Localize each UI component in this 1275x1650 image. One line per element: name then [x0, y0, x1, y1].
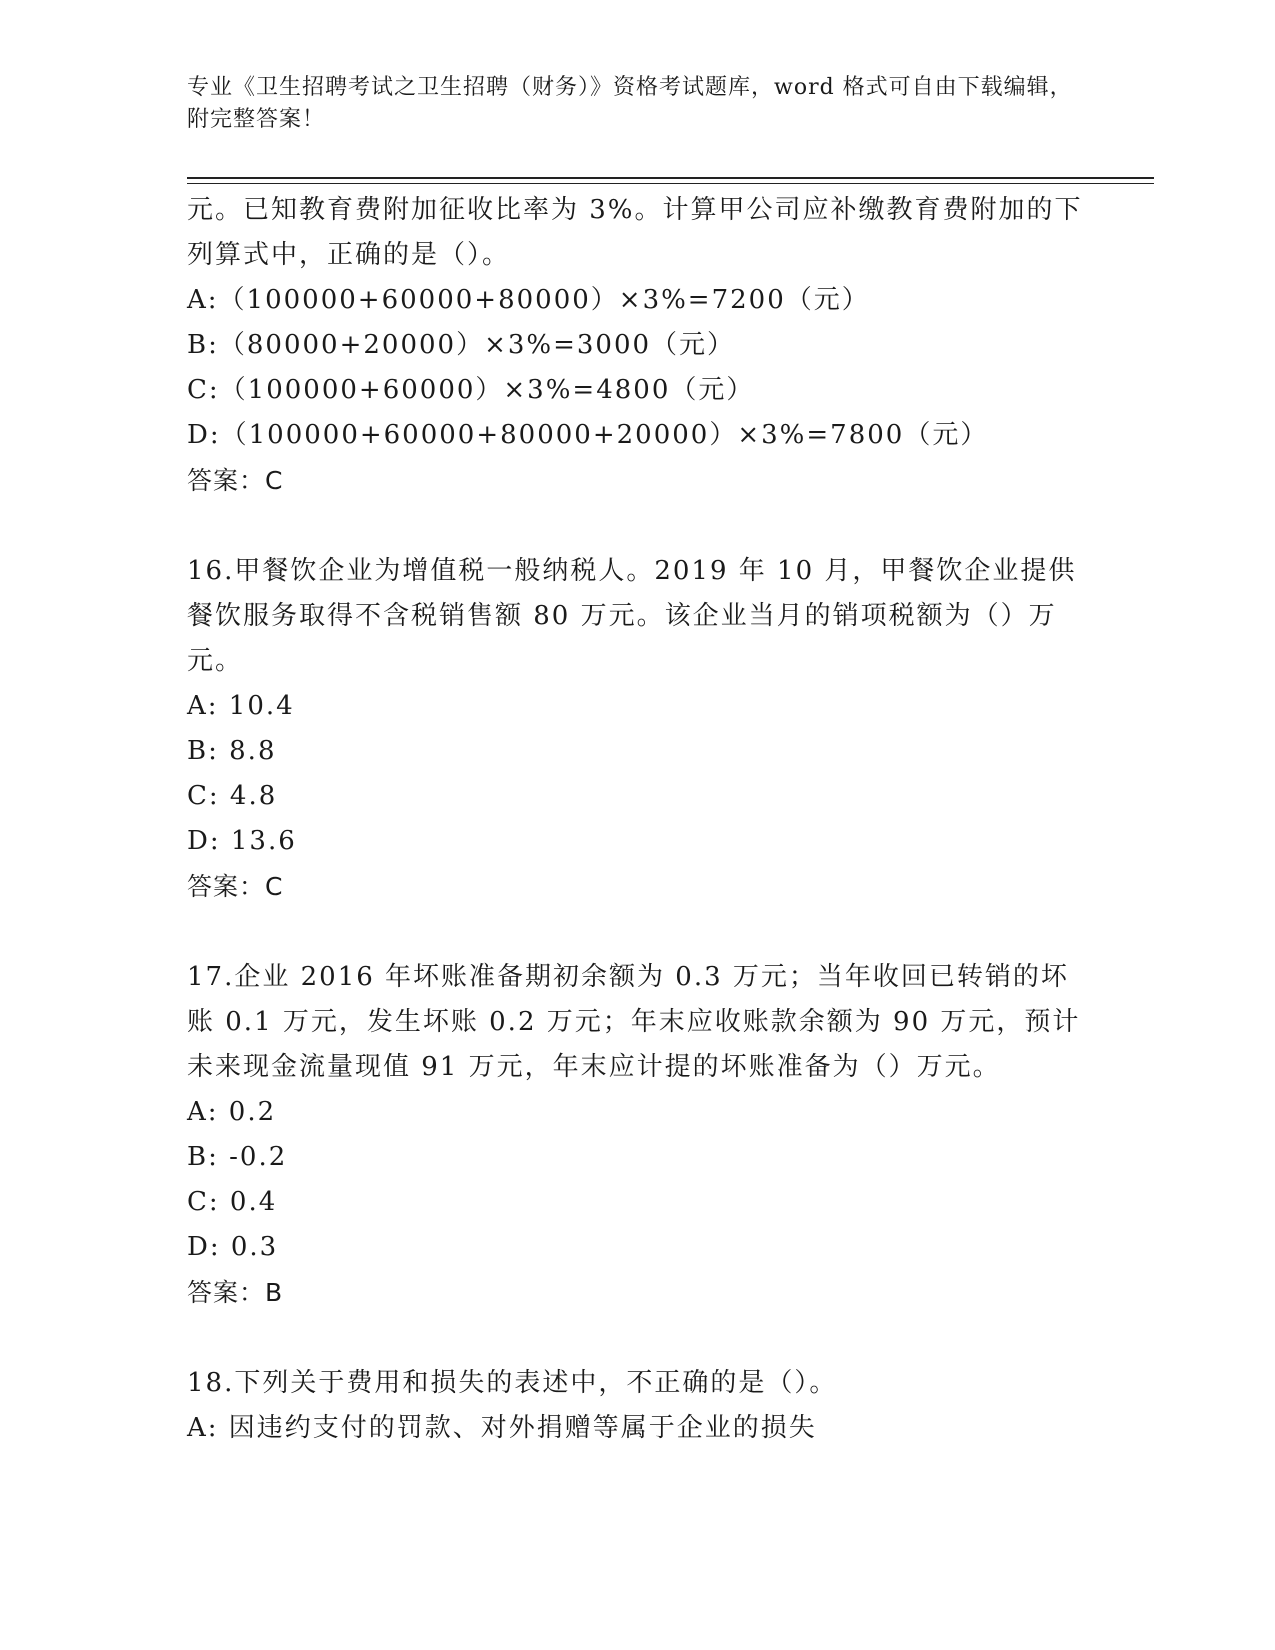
- option-a: A: 10.4: [187, 691, 295, 721]
- header-rule-thin: [187, 183, 1154, 184]
- question-stem: 18.下列关于费用和损失的表述中，不正确的是（）。: [187, 1368, 838, 1398]
- option-c: C:（100000+60000）×3%=4800（元）: [187, 375, 755, 405]
- answer-line: 答案：B: [187, 1278, 284, 1307]
- option-d: D: 13.6: [187, 826, 297, 856]
- question-stem: 元。已知教育费附加征收比率为 3%。计算甲公司应补缴教育费附加的下列算式中，正确的是（）。: [187, 195, 1083, 270]
- option-b: B: -0.2: [187, 1142, 288, 1172]
- question-stem: 16.甲餐饮企业为增值税一般纳税人。2019 年 10 月，甲餐饮企业提供餐饮服务取得不含税销售额 80 万元。该企业当月的销项税额为（）万元。: [187, 556, 1077, 676]
- option-b: B: 8.8: [187, 736, 277, 766]
- option-d: D:（100000+60000+80000+20000）×3%=7800（元）: [187, 420, 989, 450]
- document-header: [187, 72, 1087, 136]
- option-c: C: 4.8: [187, 781, 278, 811]
- option-d: D: 0.3: [187, 1232, 279, 1262]
- question-15: [187, 188, 1087, 503]
- option-b: B:（80000+20000）×3%=3000（元）: [187, 330, 736, 360]
- question-stem: 17.企业 2016 年坏账准备期初余额为 0.3 万元；当年收回已转销的坏账 0.1 万元，发生坏账 0.2 万元；年末应收账款余额为 90 万元，预计未来现金流量现值 91 万元，年末应计提的坏账准备为（）万元。: [187, 962, 1081, 1082]
- header-text: 专业《卫生招聘考试之卫生招聘（财务）》资格考试题库，word 格式可自由下载编辑，附完整答案！: [187, 75, 1073, 132]
- question-17: [187, 955, 1087, 1315]
- answer-line: 答案：C: [187, 466, 284, 495]
- option-c: C: 0.4: [187, 1187, 278, 1217]
- question-list: [187, 188, 1087, 1451]
- question-18: [187, 1361, 1087, 1451]
- header-rule-thick: [187, 177, 1154, 179]
- option-a: A:（100000+60000+80000）×3%=7200（元）: [187, 285, 870, 315]
- question-16: [187, 549, 1087, 909]
- option-a: A: 因违约支付的罚款、对外捐赠等属于企业的损失: [187, 1413, 817, 1443]
- answer-line: 答案：C: [187, 872, 284, 901]
- option-a: A: 0.2: [187, 1097, 277, 1127]
